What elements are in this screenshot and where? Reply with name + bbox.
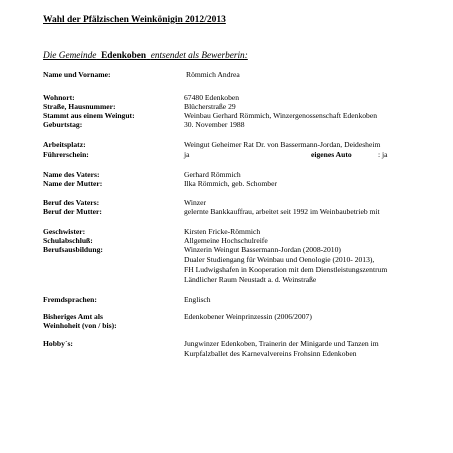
value-beruf-vater: Winzer — [184, 198, 207, 207]
value-berufsausbildung-3: FH Ludwigshafen in Kooperation mit dem Dienstleistungszentrum — [184, 265, 388, 274]
label-vater: Name des Vaters: — [43, 170, 100, 179]
value-strasse: Blücherstraße 29 — [184, 102, 236, 111]
intro-line — [43, 51, 248, 61]
label-mutter: Name der Mutter: — [43, 179, 103, 188]
label-beruf-vater: Beruf des Vaters: — [43, 198, 100, 207]
row-amt-2 — [43, 321, 448, 331]
value-hobbys-2: Kurpfalzballet des Karnevalvereins Frohsinn Edenkoben — [184, 349, 357, 358]
label-wohnort: Wohnort: — [43, 93, 75, 102]
value-berufsausbildung-1: Winzerin Weingut Bassermann-Jordan (2008-2010) — [184, 245, 341, 254]
label-arbeitsplatz: Arbeitsplatz: — [43, 140, 86, 149]
intro-prefix: Die Gemeinde — [43, 51, 97, 61]
value-beruf-mutter: gelernte Bankkauffrau, arbeitet seit 1992 im Weinbaubetrieb mit — [184, 207, 380, 216]
value-arbeitsplatz: Weingut Geheimer Rat Dr. von Bassermann-Jordan, Deidesheim — [184, 140, 381, 149]
value-berufsausbildung-4: Ländlicher Raum Neustadt a. d. Weinstraße — [184, 275, 317, 284]
label-schulabschluss: Schulabschluß: — [43, 236, 93, 245]
document-title: Wahl der Pfälzischen Weinkönigin 2012/2013 — [43, 15, 226, 25]
label-beruf-mutter: Beruf der Mutter: — [43, 207, 102, 216]
value-eigenes-auto: : ja — [378, 150, 388, 159]
label-amt-2: Weinhoheit (von / bis): — [43, 321, 117, 330]
row-fremdsprachen — [43, 295, 448, 305]
value-amt: Edenkobener Weinprinzessin (2006/2007) — [184, 312, 312, 321]
row-berufsausbildung — [43, 245, 448, 255]
row-hobbys — [43, 339, 448, 349]
label-amt-1: Bisheriges Amt als — [43, 312, 103, 321]
value-mutter: Ilka Römmich, geb. Schomber — [184, 179, 278, 188]
label-fremdsprachen: Fremdsprachen: — [43, 295, 97, 304]
row-fuehrerschein — [43, 150, 448, 160]
label-hobbys: Hobby´s: — [43, 339, 73, 348]
label-name: Name und Vorname: — [43, 70, 111, 79]
row-geburtstag — [43, 120, 448, 130]
label-strasse: Straße, Hausnummer: — [43, 102, 116, 111]
label-eigenes-auto: eigenes Auto — [311, 150, 352, 159]
value-name: Römmich Andrea — [186, 70, 240, 79]
label-geschwister: Geschwister: — [43, 227, 86, 236]
value-weingut: Weinbau Gerhard Römmich, Winzergenossenschaft Edenkoben — [184, 111, 378, 120]
row-mutter — [43, 179, 448, 189]
value-fuehrerschein: ja — [184, 150, 190, 159]
label-weingut: Stammt aus einem Weingut: — [43, 111, 135, 120]
value-schulabschluss: Allgemeine Hochschulreife — [184, 236, 268, 245]
intro-place: Edenkoben — [101, 51, 147, 61]
row-arbeitsplatz — [43, 140, 448, 150]
label-geburtstag: Geburtstag: — [43, 120, 83, 129]
value-geschwister: Kirsten Fricke-Römmich — [184, 227, 261, 236]
value-berufsausbildung-2: Dualer Studiengang für Weinbau und Oenologie (2010- 2013), — [184, 255, 375, 264]
label-fuehrerschein: Führerschein: — [43, 150, 89, 159]
value-vater: Gerhard Römmich — [184, 170, 241, 179]
row-beruf-mutter — [43, 207, 448, 217]
intro-suffix: entsendet als Bewerberin: — [150, 51, 248, 61]
value-geburtstag: 30. November 1988 — [184, 120, 245, 129]
label-berufsausbildung: Berufsausbildung: — [43, 245, 103, 254]
row-name — [43, 70, 448, 80]
value-hobbys-1: Jungwinzer Edenkoben, Trainerin der Minigarde und Tanzen im — [184, 339, 379, 348]
value-wohnort: 67480 Edenkoben — [184, 93, 240, 102]
value-fremdsprachen: Englisch — [184, 295, 211, 304]
